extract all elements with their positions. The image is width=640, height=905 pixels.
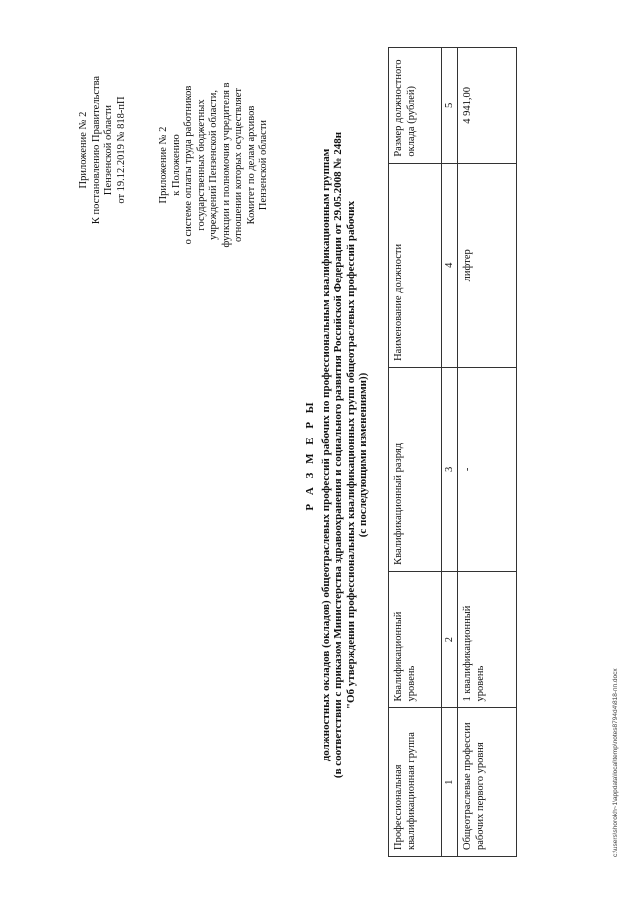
cell-level: 1 квалификационный уровень (458, 571, 517, 708)
column-number: 4 (442, 163, 458, 367)
appendix-line: Пензенской области (103, 104, 114, 196)
title-heading: Р А З М Е Р Ы (304, 399, 316, 511)
document-title (304, 45, 370, 865)
table-header-row (389, 48, 442, 857)
appendix-line: Приложение № 2 (158, 126, 169, 204)
title-line: "Об утверждении профессиональных квалификационных групп общеотраслевых профессий рабочих (344, 200, 357, 710)
cell-salary: 4 941,00 (458, 48, 517, 164)
header-cell-salary: Размер должностного оклада (рублей) (389, 48, 442, 164)
appendix-line: Приложение № 2 (78, 111, 89, 189)
appendix-line: функции и полномочия учредителя в (220, 82, 232, 248)
appendix-line: Пензенской области (258, 119, 269, 211)
appendix-line: отношении которых осуществляет (233, 87, 244, 243)
column-number: 1 (442, 708, 458, 857)
column-number: 2 (442, 571, 458, 708)
title-line: (с последующими изменениями)) (357, 372, 369, 538)
column-number-row (442, 48, 458, 857)
appendix-line: учреждений Пензенской области, (208, 90, 219, 240)
header-cell-grade: Квалификационный разряд (389, 367, 442, 571)
header-cell-group: Профессиональная квалификационная группа (389, 708, 442, 857)
column-number: 3 (442, 367, 458, 571)
header-cell-position: Наименование должности (389, 163, 442, 367)
salary-table (388, 47, 517, 857)
appendix-line: К постановлению Правительства (90, 75, 102, 225)
appendix-line: к Положению (170, 134, 182, 196)
cell-position: лифтер (458, 163, 517, 367)
appendix-line: государственных бюджетных (195, 99, 207, 231)
cell-group: Общеотраслевые профессии рабочих первого уровня (458, 708, 517, 857)
file-path-footer: c:\users\shorokh~1\appdata\local\temp\notes8794d4\818-пп.docx (612, 668, 619, 857)
appendix-line: Комитет по делам архивов (245, 105, 257, 225)
header-cell-level: Квалификационный уровень (389, 571, 442, 708)
table-row (458, 48, 517, 857)
regulation-appendix-header (158, 45, 271, 285)
title-line: (в соответствии с приказом Министерства здравоохранения и социального развития Российской Федерации от 29.05.2008 № 248н (332, 131, 344, 779)
appendix-header (78, 35, 128, 265)
cell-grade: - (458, 367, 517, 571)
appendix-line: о системе оплаты труда работников (183, 85, 194, 245)
column-number: 5 (442, 48, 458, 164)
title-line: должностных окладов (окладов) общеотраслевых профессий рабочих по профессиональным квалификационным группам (319, 148, 332, 762)
appendix-line: от 19.12.2019 № 818-пП (115, 96, 127, 204)
